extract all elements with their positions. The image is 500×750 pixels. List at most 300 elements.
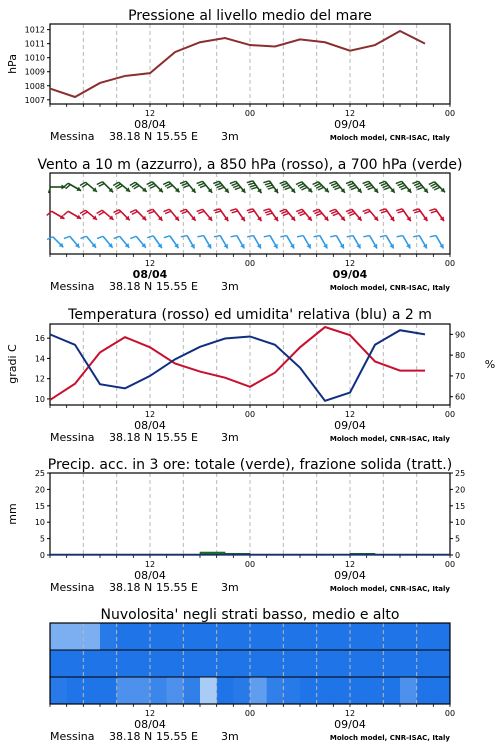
wind-feather — [396, 181, 402, 183]
wind-feather — [232, 183, 238, 185]
cloud-cell — [167, 677, 184, 704]
location-lat: 38.18 N — [109, 730, 153, 743]
cloud-cell — [50, 623, 67, 650]
wind-feather — [218, 187, 224, 189]
location-elev: 3m — [221, 431, 239, 444]
time-tick-label: 12 — [144, 109, 156, 118]
cloud-cell — [350, 623, 367, 650]
time-tick-label: 00 — [244, 410, 256, 419]
wind-barb — [313, 182, 329, 193]
wind-barb — [363, 181, 379, 192]
temp-rh-panel — [6, 307, 495, 444]
cloud-cell — [233, 677, 250, 704]
wind-barb — [197, 236, 211, 249]
wind-feather — [250, 185, 256, 187]
wind-feather — [313, 209, 319, 211]
location-lat: 38.18 N — [109, 431, 153, 444]
wind-feather — [430, 236, 436, 237]
wind-feather — [349, 185, 355, 187]
cloud-panel — [50, 607, 455, 743]
wind-feather — [281, 211, 287, 213]
wind-barb — [430, 236, 444, 249]
wind-barb — [329, 181, 345, 192]
cloud-cell — [417, 677, 434, 704]
wind-feather — [198, 211, 204, 213]
wind-barb — [429, 182, 445, 193]
wind-feather — [230, 181, 236, 183]
wind-feather — [283, 185, 289, 187]
wind-feather — [397, 236, 403, 237]
y-tick-label: 0 — [39, 551, 45, 560]
wind-barb — [230, 181, 246, 192]
wind-feather — [347, 236, 353, 237]
wind-feather — [232, 211, 238, 213]
location-elev: 3m — [221, 130, 239, 143]
precip-panel — [6, 457, 465, 594]
date-label: 09/04 — [334, 718, 366, 731]
cloud-cell — [83, 650, 100, 677]
cloud-cell — [333, 677, 350, 704]
wind-feather — [64, 236, 70, 238]
wind-feather — [183, 185, 189, 187]
humidity-line — [50, 330, 425, 401]
wind-feather — [413, 209, 419, 211]
cloud-cell — [267, 650, 284, 677]
cloud-cell — [283, 623, 300, 650]
time-tick-label: 12 — [144, 410, 156, 419]
location-lon: 15.55 E — [156, 431, 198, 444]
cloud-cell — [200, 623, 217, 650]
wind-feather — [417, 187, 423, 189]
location-lat: 38.18 N — [109, 130, 153, 143]
wind-feather — [182, 211, 188, 213]
wind-feather — [182, 183, 188, 185]
y-tick-label: 10 — [34, 394, 45, 404]
cloud-cell — [217, 623, 234, 650]
location-elev: 3m — [221, 280, 239, 293]
wind-barb — [213, 181, 229, 192]
wind-barb — [147, 182, 163, 193]
wind-barb — [230, 209, 245, 221]
wind-feather — [215, 211, 221, 213]
cloud-cell — [383, 677, 400, 704]
y-tick-label-right: 15 — [455, 501, 466, 511]
model-credit: Moloch model, CNR-ISAC, Italy — [329, 734, 450, 742]
wind-feather — [214, 236, 220, 237]
wind-feather — [414, 211, 420, 213]
time-tick-label: 00 — [444, 410, 456, 419]
y-tick-label: 1008 — [24, 81, 45, 91]
wind-feather — [147, 236, 153, 238]
wind-feather — [316, 213, 322, 215]
pressure-panel — [6, 8, 455, 143]
cloud-cell — [383, 650, 400, 677]
cloud-cell — [283, 677, 300, 704]
cloud-cell — [167, 650, 184, 677]
cloud-cell — [433, 623, 450, 650]
date-label: 08/04 — [134, 569, 166, 582]
time-tick-label: 00 — [444, 259, 456, 268]
wind-feather — [315, 211, 321, 213]
wind-feather — [280, 236, 286, 237]
cloud-cell — [167, 623, 184, 650]
wind-barb — [130, 210, 146, 221]
y-tick-label-right: 10 — [455, 518, 466, 528]
wind-feather — [351, 187, 357, 189]
wind-feather — [197, 181, 203, 183]
wind-barb — [314, 236, 328, 249]
cloud-cell — [350, 650, 367, 677]
wind-feather — [264, 236, 270, 237]
time-tick-label: 12 — [344, 709, 356, 718]
wind-barb — [297, 236, 311, 249]
wind-barb — [330, 236, 344, 249]
wind-feather — [399, 185, 405, 187]
wind-feather — [398, 211, 404, 213]
y-tick-label-right: 0 — [455, 551, 461, 560]
wind-feather — [348, 183, 354, 185]
wind-feather — [297, 236, 303, 237]
wind-barb — [264, 236, 278, 249]
y-tick-label: 1009 — [24, 67, 45, 77]
wind-barb — [247, 209, 262, 221]
cloud-cell — [100, 677, 117, 704]
wind-feather — [197, 236, 203, 237]
wind-barb — [197, 209, 213, 220]
wind-feather — [280, 181, 286, 183]
location-lon: 15.55 E — [156, 280, 198, 293]
date-label: 08/04 — [134, 118, 166, 131]
cloud-cell — [67, 677, 84, 704]
location-elev: 3m — [221, 581, 239, 594]
wind-barb — [164, 236, 179, 248]
time-tick-label: 12 — [144, 259, 156, 268]
wind-feather — [266, 213, 272, 215]
cloud-title: Nuvolosita' negli strati basso, medio e alto — [100, 607, 400, 623]
wind-feather — [366, 185, 372, 187]
time-tick-label: 00 — [444, 709, 456, 718]
cloud-cell — [183, 650, 200, 677]
cloud-cell — [133, 623, 150, 650]
y-tick-label-right: 90 — [455, 330, 466, 340]
wind-feather — [384, 187, 390, 189]
y-tick-label: 12 — [34, 374, 45, 384]
wind-feather — [266, 185, 272, 187]
temp-rh-plot — [35, 324, 465, 444]
wind-feather — [368, 187, 374, 189]
wind-panel — [37, 157, 462, 293]
cloud-cell — [250, 650, 267, 677]
time-tick-label: 00 — [444, 560, 456, 569]
cloud-cell — [150, 623, 167, 650]
cloud-cell — [367, 623, 384, 650]
time-tick-label: 00 — [444, 109, 456, 118]
cloud-cell — [417, 650, 434, 677]
wind-barb — [396, 209, 411, 221]
wind-barb — [97, 182, 113, 193]
wind-barb — [147, 209, 163, 220]
wind-feather — [165, 211, 171, 213]
wind-barb — [49, 185, 66, 194]
wind-barb — [296, 209, 312, 220]
cloud-cell — [383, 623, 400, 650]
wind-feather — [397, 183, 403, 185]
wind-feather — [280, 209, 286, 211]
wind-feather — [263, 181, 269, 183]
time-tick-label: 00 — [244, 109, 256, 118]
wind-barb — [231, 236, 245, 249]
location-name: Messina — [50, 581, 95, 594]
wind-barb — [413, 209, 428, 221]
wind-feather — [314, 236, 320, 237]
time-tick-label: 00 — [244, 259, 256, 268]
wind-barb — [114, 236, 130, 247]
time-tick-label: 00 — [244, 560, 256, 569]
location-lon: 15.55 E — [156, 581, 198, 594]
wind-feather — [330, 236, 336, 237]
cloud-cell — [300, 677, 317, 704]
wind-barb — [313, 209, 329, 220]
wind-feather — [233, 185, 239, 187]
temp-rh-title: Temperatura (rosso) ed umidita' relativa (blu) a 2 m — [68, 307, 432, 323]
cloud-cell — [267, 623, 284, 650]
location-name: Messina — [50, 280, 95, 293]
wind-feather — [149, 211, 155, 213]
y-tick-label-right: 25 — [455, 469, 466, 478]
wind-feather — [181, 236, 187, 237]
wind-feather — [413, 236, 419, 237]
wind-feather — [349, 213, 355, 215]
wind-feather — [281, 183, 287, 185]
wind-barb — [130, 236, 146, 247]
wind-feather — [285, 187, 291, 189]
y-tick-label: 5 — [39, 534, 45, 544]
wind-barb — [397, 236, 411, 249]
wind-barb — [163, 209, 179, 220]
wind-feather — [429, 209, 435, 211]
time-tick-label: 12 — [344, 109, 356, 118]
y-tick-label: 1010 — [24, 53, 45, 63]
cloud-cell — [367, 677, 384, 704]
location-lat: 38.18 N — [109, 280, 153, 293]
wind-feather — [379, 181, 385, 183]
wind-barb — [263, 209, 278, 221]
y-tick-label: 1007 — [24, 95, 45, 105]
wind-barb — [180, 209, 196, 220]
pressure-line — [50, 31, 425, 97]
time-tick-label: 12 — [144, 560, 156, 569]
date-label: 08/04 — [134, 419, 166, 432]
y-tick-label: 15 — [34, 501, 45, 511]
wind-feather — [215, 183, 221, 185]
cloud-cell — [133, 650, 150, 677]
time-tick-label: 12 — [144, 709, 156, 718]
wind-barb — [63, 183, 81, 191]
cloud-cell — [133, 677, 150, 704]
plot-frame — [50, 473, 450, 555]
cloud-cell — [367, 650, 384, 677]
wind-feather — [380, 236, 386, 237]
cloud-cell — [200, 677, 217, 704]
cloud-cell — [300, 623, 317, 650]
location-name: Messina — [50, 730, 95, 743]
wind-feather — [346, 181, 352, 183]
wind-feather — [230, 209, 236, 211]
wind-feather — [197, 209, 203, 211]
wind-feather — [283, 213, 289, 215]
wind-feather — [333, 185, 339, 187]
wind-barb — [363, 236, 377, 249]
wind-barb — [247, 236, 261, 249]
date-label: 09/04 — [334, 419, 366, 432]
cloud-plot — [50, 623, 455, 743]
wind-feather — [300, 213, 306, 215]
wind-barb — [80, 210, 97, 220]
y-tick-label: 10 — [34, 518, 45, 528]
cloud-cell — [233, 623, 250, 650]
wind-feather — [265, 183, 271, 185]
model-credit: Moloch model, CNR-ISAC, Italy — [329, 435, 450, 443]
wind-barb — [429, 209, 444, 221]
cloud-cell — [100, 623, 117, 650]
y-tick-label: 20 — [34, 485, 45, 495]
date-label: 09/04 — [334, 569, 366, 582]
wind-feather — [47, 211, 52, 215]
cloud-cell — [400, 677, 417, 704]
wind-feather — [329, 181, 335, 183]
cloud-cell — [150, 650, 167, 677]
date-label: 08/04 — [134, 718, 166, 731]
wind-feather — [251, 187, 257, 189]
wind-feather — [97, 236, 103, 238]
wind-feather — [200, 185, 206, 187]
cloud-cell — [50, 650, 67, 677]
wind-feather — [214, 209, 220, 211]
wind-barb — [64, 236, 80, 247]
wind-feather — [401, 187, 407, 189]
wind-barb — [396, 181, 412, 192]
wind-feather — [380, 209, 386, 211]
cloud-cell — [50, 677, 67, 704]
wind-barb — [329, 209, 345, 220]
wind-barb — [280, 181, 296, 192]
wind-barb — [113, 210, 129, 221]
cloud-cell — [100, 650, 117, 677]
wind-feather — [381, 211, 387, 213]
time-tick-label: 12 — [344, 259, 356, 268]
wind-feather — [268, 187, 274, 189]
cloud-cell — [283, 650, 300, 677]
wind-barb — [380, 209, 395, 221]
wind-feather — [416, 185, 422, 187]
wind-barb — [346, 209, 362, 220]
model-credit: Moloch model, CNR-ISAC, Italy — [329, 134, 450, 142]
wind-feather — [348, 211, 354, 213]
wind-barb — [214, 209, 229, 221]
wind-barb — [147, 236, 162, 248]
y-tick-label-right: 60 — [455, 392, 466, 402]
rh-ylabel: % — [484, 358, 496, 371]
wind-barb — [412, 181, 428, 192]
y-tick-label-right: 20 — [455, 485, 466, 495]
cloud-cell — [350, 677, 367, 704]
y-tick-label-right: 5 — [455, 534, 461, 544]
location-lat: 38.18 N — [109, 581, 153, 594]
wind-feather — [296, 209, 302, 211]
wind-feather — [164, 236, 170, 238]
wind-feather — [329, 209, 335, 211]
cloud-cell — [67, 650, 84, 677]
date-label: 08/04 — [132, 268, 168, 281]
wind-feather — [364, 183, 370, 185]
wind-feather — [331, 183, 337, 185]
time-tick-label: 12 — [344, 560, 356, 569]
cloud-cell — [117, 623, 134, 650]
wind-feather — [265, 211, 271, 213]
cloud-cell — [83, 677, 100, 704]
y-tick-label: 16 — [34, 334, 45, 344]
wind-feather — [198, 183, 204, 185]
wind-feather — [364, 211, 370, 213]
cloud-cell — [433, 650, 450, 677]
precip-ylabel: mm — [6, 503, 19, 525]
precip-plot — [35, 469, 465, 594]
wind-feather — [363, 236, 369, 237]
y-tick-label: 14 — [34, 354, 45, 364]
wind-feather — [248, 211, 254, 213]
location-lon: 15.55 E — [156, 730, 198, 743]
wind-feather — [334, 187, 340, 189]
wind-barb — [247, 181, 262, 193]
wind-feather — [412, 181, 418, 183]
pressure-ylabel: hPa — [6, 54, 19, 74]
wind-feather — [247, 236, 253, 237]
wind-feather — [130, 236, 136, 238]
cloud-cell — [267, 677, 284, 704]
cloud-cell — [300, 650, 317, 677]
model-credit: Moloch model, CNR-ISAC, Italy — [329, 284, 450, 292]
wind-plot — [47, 173, 455, 293]
wind-barb — [113, 182, 130, 192]
wind-feather — [363, 209, 369, 211]
cloud-cell — [317, 623, 334, 650]
wind-feather — [396, 209, 402, 211]
wind-feather — [263, 209, 269, 211]
wind-barb — [97, 236, 113, 247]
wind-barb — [347, 236, 361, 249]
cloud-cell — [67, 623, 84, 650]
y-tick-label-right: 70 — [455, 371, 466, 381]
temp-ylabel: gradi C — [6, 344, 19, 384]
y-tick-label: 25 — [34, 469, 45, 478]
pressure-plot — [25, 24, 455, 143]
cloud-cell — [117, 650, 134, 677]
wind-feather — [231, 236, 237, 237]
cloud-cell — [217, 677, 234, 704]
cloud-cell — [333, 650, 350, 677]
cloud-cell — [317, 650, 334, 677]
wind-feather — [333, 213, 339, 215]
wind-barb — [214, 236, 228, 249]
cloud-cell — [400, 650, 417, 677]
wind-barb — [379, 181, 395, 192]
cloud-cell — [183, 623, 200, 650]
wind-barb — [363, 209, 379, 220]
wind-barb — [180, 181, 196, 192]
model-credit: Moloch model, CNR-ISAC, Italy — [329, 585, 450, 593]
wind-feather — [363, 181, 369, 183]
y-tick-label: 1011 — [24, 39, 45, 49]
